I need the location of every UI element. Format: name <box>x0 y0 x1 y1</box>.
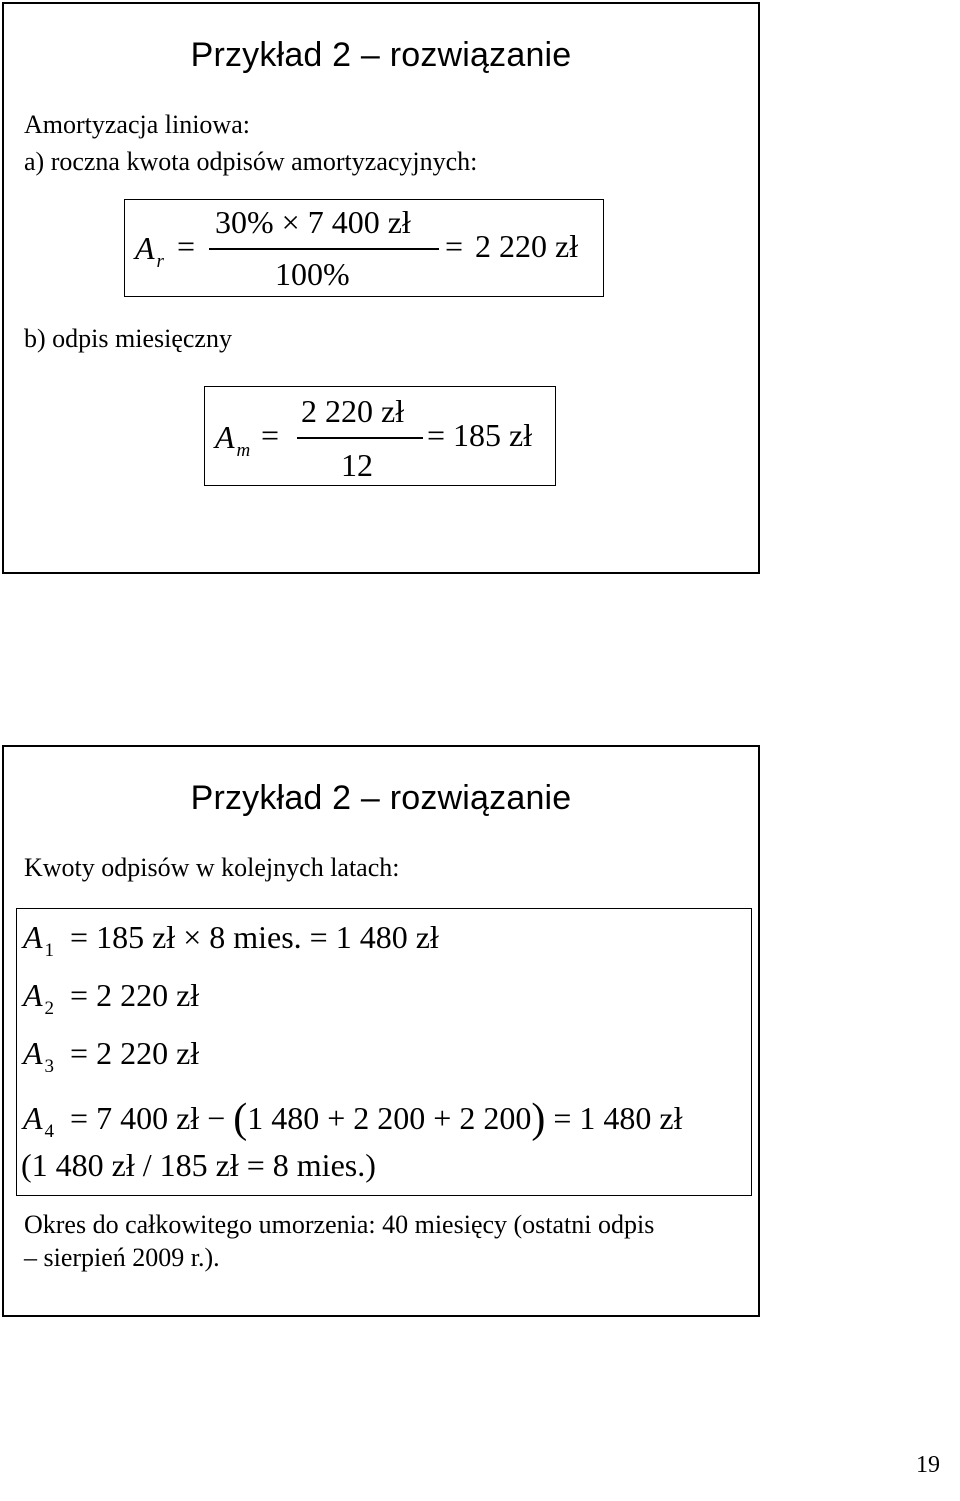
fraction-bar <box>297 437 423 439</box>
fraction-denominator: 12 <box>341 447 373 483</box>
formula-line-2: A $_2$ = 2 220 zł <box>23 977 200 1019</box>
page-number: 19 <box>916 1452 940 1478</box>
fraction-numerator: 30% × 7 400 zł <box>215 204 411 240</box>
slide-1 <box>2 2 760 574</box>
formula-lhs: A $_r$ <box>135 230 164 272</box>
equals-sign: = <box>261 417 280 453</box>
item-a-label: a) roczna kwota odpisów amortyzacyjnych: <box>24 147 478 176</box>
formula-result: 185 zł <box>453 417 533 453</box>
formula-note: (1 480 zł / 185 zł = 8 mies.) <box>21 1147 376 1183</box>
fraction-numerator: 2 220 zł <box>301 393 405 429</box>
slide-title: Przykład 2 – rozwiązanie <box>190 36 572 74</box>
slide-title: Przykład 2 – rozwiązanie <box>190 779 572 817</box>
formula-line-3: A $_3$ = 2 220 zł <box>23 1035 200 1077</box>
footer-text-line-2: – sierpień 2009 r.). <box>24 1243 220 1272</box>
section-heading: Amortyzacja liniowa: <box>24 110 250 139</box>
fraction-denominator: 100% <box>275 256 350 292</box>
formula-line-4: A $_4$ = 7 400 zł − (1 480 + 2 200 + 2 200) = 1 480 zł <box>23 1096 683 1142</box>
equals-sign: = <box>427 417 446 453</box>
section-heading: Kwoty odpisów w kolejnych latach: <box>24 853 400 882</box>
formula-annual-depreciation <box>124 199 604 297</box>
item-b-label: b) odpis miesięczny <box>24 324 232 353</box>
equals-sign: = <box>445 228 464 264</box>
fraction-bar <box>209 248 439 250</box>
footer-text-line-1: Okres do całkowitego umorzenia: 40 miesięcy (ostatni odpis <box>24 1210 655 1239</box>
formula-monthly-depreciation <box>204 386 556 486</box>
formula-lhs: A $_m$ <box>215 419 251 461</box>
formula-yearly-amounts <box>16 908 752 1196</box>
formula-result: 2 220 zł <box>475 228 579 264</box>
formula-line-1: A $_1$ = 185 zł × 8 mies. = 1 480 zł <box>23 919 439 961</box>
slide-2 <box>2 745 760 1317</box>
equals-sign: = <box>177 228 196 264</box>
